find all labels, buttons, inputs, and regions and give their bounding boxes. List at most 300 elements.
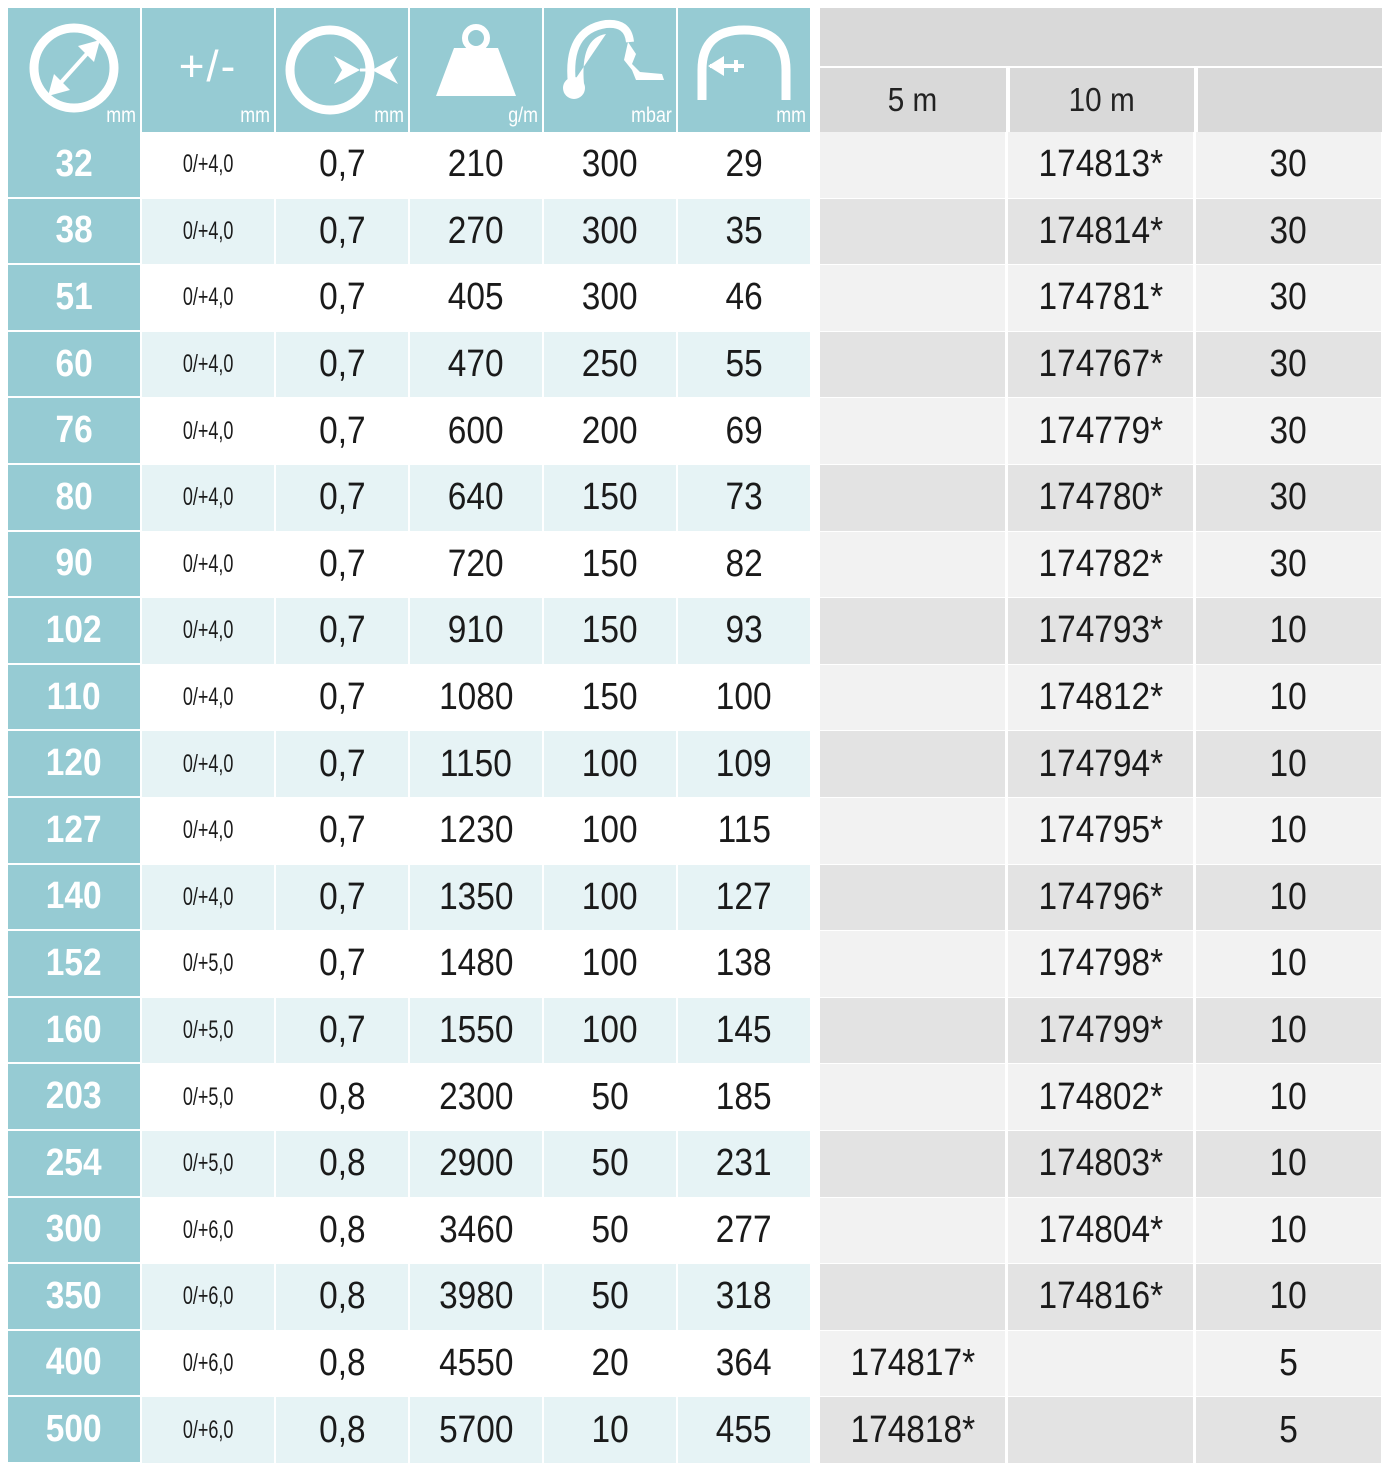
tolerance-cell xyxy=(142,465,274,532)
bend-cell xyxy=(678,1397,810,1464)
quantity-cell-text: 10 xyxy=(1269,809,1308,852)
article-5m-cell xyxy=(820,265,1006,332)
diameter-cell xyxy=(8,265,140,332)
quantity-cell xyxy=(1196,1064,1382,1131)
bend-cell-text: 100 xyxy=(716,676,772,719)
pressure-cell-text: 50 xyxy=(591,1208,629,1251)
bend-cell xyxy=(678,465,810,532)
pressure-cell-text: 100 xyxy=(582,742,638,785)
bend-cell-text: 29 xyxy=(725,143,763,186)
bend-cell xyxy=(678,1131,810,1198)
wall-cell-text: 0,7 xyxy=(318,676,366,719)
wall-cell xyxy=(276,1397,408,1464)
article-5m-cell xyxy=(820,1331,1006,1398)
bend-cell-text: 455 xyxy=(716,1408,772,1451)
bend-cell xyxy=(678,332,810,399)
article-10m-cell-text: 174814* xyxy=(1038,209,1163,252)
article-5m-cell-text: 174817* xyxy=(850,1341,975,1384)
header-quantity xyxy=(1196,68,1382,132)
wall-cell-text: 0,7 xyxy=(318,209,366,252)
bend-cell-text: 73 xyxy=(725,476,763,519)
quantity-cell-text: 30 xyxy=(1269,209,1308,252)
article-10m-cell xyxy=(1008,1264,1194,1331)
diameter-cell-text: 60 xyxy=(55,342,93,385)
weight-cell-text: 1230 xyxy=(438,809,514,852)
bend-cell xyxy=(678,132,810,199)
bend-cell xyxy=(678,798,810,865)
tolerance-cell xyxy=(142,1064,274,1131)
pressure-cell-text: 150 xyxy=(582,542,638,585)
tolerance-cell xyxy=(142,665,274,732)
wall-cell xyxy=(276,398,408,465)
quantity-cell-text: 10 xyxy=(1269,676,1308,719)
quantity-cell xyxy=(1196,199,1382,266)
article-10m-cell xyxy=(1008,1131,1194,1198)
pressure-cell-text: 100 xyxy=(582,1009,638,1052)
article-10m-cell xyxy=(1008,598,1194,665)
header-tolerance xyxy=(142,8,274,132)
article-10m-cell xyxy=(1008,265,1194,332)
tolerance-cell-text: 0/+6,0 xyxy=(182,1215,234,1244)
pressure-cell-text: 100 xyxy=(582,875,638,918)
wall-cell xyxy=(276,598,408,665)
weight-cell-text: 640 xyxy=(448,476,504,519)
gap-cell xyxy=(812,1198,818,1265)
article-10m-cell-text: 174781* xyxy=(1038,276,1163,319)
wall-cell-text: 0,7 xyxy=(318,942,366,985)
weight-cell xyxy=(410,1331,542,1398)
tolerance-cell-text: 0/+4,0 xyxy=(182,882,234,911)
gap-cell xyxy=(812,398,818,465)
gap-cell xyxy=(812,731,818,798)
bend-cell-text: 364 xyxy=(716,1341,772,1384)
article-10m-cell xyxy=(1008,1064,1194,1131)
header-wall xyxy=(276,8,408,132)
bend-cell-text: 231 xyxy=(716,1142,772,1185)
pressure-cell xyxy=(544,1198,676,1265)
weight-cell-text: 5700 xyxy=(438,1408,514,1451)
pressure-cell xyxy=(544,998,676,1065)
gap-cell xyxy=(812,332,818,399)
wall-cell-text: 0,8 xyxy=(318,1208,366,1251)
pressure-cell xyxy=(544,132,676,199)
wall-cell xyxy=(276,265,408,332)
wall-cell-text: 0,7 xyxy=(318,476,366,519)
bend-unit: mm xyxy=(776,104,806,127)
wall-cell xyxy=(276,998,408,1065)
diameter-cell xyxy=(8,731,140,798)
diameter-cell xyxy=(8,1397,140,1464)
diameter-cell-text: 500 xyxy=(46,1408,102,1451)
tolerance-cell-text: 0/+4,0 xyxy=(182,549,234,578)
weight-cell xyxy=(410,398,542,465)
article-10m-cell xyxy=(1008,1198,1194,1265)
weight-cell xyxy=(410,532,542,599)
diameter-cell xyxy=(8,931,140,998)
diameter-cell xyxy=(8,998,140,1065)
wall-cell-text: 0,8 xyxy=(318,1142,366,1185)
article-5m-cell xyxy=(820,665,1006,732)
bend-cell xyxy=(678,1198,810,1265)
bend-cell xyxy=(678,1331,810,1398)
column-gap xyxy=(812,8,818,132)
weight-cell-text: 405 xyxy=(448,276,504,319)
pressure-cell xyxy=(544,931,676,998)
bend-cell xyxy=(678,998,810,1065)
wall-cell xyxy=(276,731,408,798)
quantity-cell-text: 30 xyxy=(1269,143,1308,186)
tolerance-cell-text: 0/+5,0 xyxy=(182,949,234,978)
article-5m-cell xyxy=(820,1264,1006,1331)
diameter-cell-text: 120 xyxy=(46,742,102,785)
pressure-cell xyxy=(544,598,676,665)
quantity-cell xyxy=(1196,398,1382,465)
tolerance-cell-text: 0/+6,0 xyxy=(182,1415,234,1444)
bend-cell-text: 185 xyxy=(716,1075,772,1118)
bend-cell xyxy=(678,1064,810,1131)
article-5m-cell xyxy=(820,1397,1006,1464)
diameter-cell xyxy=(8,1264,140,1331)
tolerance-cell xyxy=(142,1397,274,1464)
wall-cell-text: 0,7 xyxy=(318,276,366,319)
article-5m-cell xyxy=(820,865,1006,932)
diameter-cell-text: 80 xyxy=(55,475,93,518)
quantity-cell-text: 10 xyxy=(1269,942,1308,985)
quantity-cell-text: 30 xyxy=(1269,476,1308,519)
article-10m-cell xyxy=(1008,865,1194,932)
pressure-cell-text: 50 xyxy=(591,1075,629,1118)
weight-cell-text: 1350 xyxy=(438,875,514,918)
quantity-cell xyxy=(1196,332,1382,399)
weight-cell-text: 470 xyxy=(448,343,504,386)
weight-cell xyxy=(410,1131,542,1198)
header-diameter xyxy=(8,8,140,132)
gap-cell xyxy=(812,1331,818,1398)
wall-cell xyxy=(276,532,408,599)
tolerance-cell-text: 0/+4,0 xyxy=(182,416,234,445)
wall-cell xyxy=(276,665,408,732)
quantity-cell xyxy=(1196,265,1382,332)
weight-cell xyxy=(410,465,542,532)
diameter-cell-text: 140 xyxy=(46,875,102,918)
article-10m-cell xyxy=(1008,398,1194,465)
header-length-5m: 5 m xyxy=(820,68,1006,132)
article-10m-cell xyxy=(1008,332,1194,399)
diameter-cell xyxy=(8,665,140,732)
quantity-cell xyxy=(1196,598,1382,665)
bend-cell xyxy=(678,931,810,998)
quantity-cell-text: 30 xyxy=(1269,343,1308,386)
quantity-cell-text: 10 xyxy=(1269,609,1308,652)
article-5m-cell xyxy=(820,998,1006,1065)
quantity-cell-text: 10 xyxy=(1269,1075,1308,1118)
tolerance-label: +/- xyxy=(178,42,238,91)
diameter-cell xyxy=(8,465,140,532)
pressure-cell xyxy=(544,532,676,599)
bend-cell-text: 55 xyxy=(725,343,763,386)
tolerance-cell-text: 0/+6,0 xyxy=(182,1348,234,1377)
article-5m-cell xyxy=(820,1131,1006,1198)
weight-cell-text: 2900 xyxy=(438,1142,514,1185)
article-5m-cell xyxy=(820,931,1006,998)
weight-cell-text: 1480 xyxy=(438,942,514,985)
wall-cell xyxy=(276,132,408,199)
wall-unit: mm xyxy=(374,104,404,127)
wall-cell-text: 0,7 xyxy=(318,609,366,652)
tolerance-cell-text: 0/+4,0 xyxy=(182,150,234,179)
gap-cell xyxy=(812,665,818,732)
quantity-cell xyxy=(1196,532,1382,599)
article-10m-cell xyxy=(1008,132,1194,199)
bend-cell xyxy=(678,731,810,798)
quantity-cell xyxy=(1196,1198,1382,1265)
tolerance-cell-text: 0/+6,0 xyxy=(182,1282,234,1311)
gap-cell xyxy=(812,265,818,332)
article-header-band xyxy=(820,8,1382,68)
diameter-cell-text: 254 xyxy=(46,1141,102,1184)
gap-cell xyxy=(812,998,818,1065)
bend-cell-text: 127 xyxy=(716,875,772,918)
wall-cell-text: 0,7 xyxy=(318,343,366,386)
bend-cell-text: 82 xyxy=(725,542,763,585)
diameter-cell-text: 102 xyxy=(46,608,102,651)
article-10m-cell-text: 174813* xyxy=(1038,143,1163,186)
weight-cell-text: 600 xyxy=(448,409,504,452)
pressure-cell xyxy=(544,1397,676,1464)
quantity-cell-text: 5 xyxy=(1279,1341,1298,1384)
tolerance-cell-text: 0/+5,0 xyxy=(182,1016,234,1045)
tolerance-cell xyxy=(142,1131,274,1198)
bend-cell-text: 35 xyxy=(725,209,763,252)
weight-cell-text: 720 xyxy=(448,542,504,585)
pressure-cell-text: 300 xyxy=(582,209,638,252)
gap-cell xyxy=(812,132,818,199)
weight-cell xyxy=(410,665,542,732)
weight-cell xyxy=(410,332,542,399)
tolerance-cell xyxy=(142,132,274,199)
article-10m-cell-text: 174812* xyxy=(1038,676,1163,719)
diameter-cell xyxy=(8,398,140,465)
pressure-cell xyxy=(544,1331,676,1398)
gap-cell xyxy=(812,598,818,665)
pressure-cell-text: 300 xyxy=(582,143,638,186)
wall-cell xyxy=(276,1064,408,1131)
pressure-cell-text: 250 xyxy=(582,343,638,386)
article-10m-cell-text: 174780* xyxy=(1038,476,1163,519)
diameter-cell xyxy=(8,532,140,599)
pressure-cell xyxy=(544,665,676,732)
article-5m-cell xyxy=(820,532,1006,599)
diameter-cell-text: 203 xyxy=(46,1075,102,1118)
pressure-cell xyxy=(544,265,676,332)
article-10m-cell xyxy=(1008,998,1194,1065)
wall-cell-text: 0,7 xyxy=(318,542,366,585)
diameter-cell xyxy=(8,332,140,399)
gap-cell xyxy=(812,1064,818,1131)
bend-cell-text: 69 xyxy=(725,409,763,452)
tolerance-cell xyxy=(142,931,274,998)
article-10m-cell-text: 174796* xyxy=(1038,875,1163,918)
article-10m-cell xyxy=(1008,931,1194,998)
quantity-cell-text: 30 xyxy=(1269,276,1308,319)
article-5m-cell-text: 174818* xyxy=(850,1408,975,1451)
pressure-cell-text: 50 xyxy=(591,1142,629,1185)
header-length-10m: 10 m xyxy=(1008,68,1194,132)
article-10m-cell xyxy=(1008,199,1194,266)
gap-cell xyxy=(812,865,818,932)
diameter-cell xyxy=(8,1331,140,1398)
article-5m-cell xyxy=(820,199,1006,266)
weight-cell xyxy=(410,865,542,932)
tolerance-cell xyxy=(142,332,274,399)
pressure-cell xyxy=(544,398,676,465)
diameter-cell-text: 300 xyxy=(46,1208,102,1251)
tolerance-cell xyxy=(142,1198,274,1265)
weight-cell xyxy=(410,998,542,1065)
bend-cell-text: 145 xyxy=(716,1009,772,1052)
gap-cell xyxy=(812,465,818,532)
bend-cell-text: 277 xyxy=(716,1208,772,1251)
pressure-cell xyxy=(544,465,676,532)
diameter-cell-text: 400 xyxy=(46,1341,102,1384)
wall-cell-text: 0,7 xyxy=(318,143,366,186)
tolerance-cell-text: 0/+5,0 xyxy=(182,1082,234,1111)
weight-cell xyxy=(410,1397,542,1464)
tolerance-cell xyxy=(142,731,274,798)
gap-cell xyxy=(812,532,818,599)
article-10m-cell xyxy=(1008,465,1194,532)
diameter-unit: mm xyxy=(106,104,136,127)
wall-cell xyxy=(276,865,408,932)
article-5m-cell xyxy=(820,465,1006,532)
diameter-cell xyxy=(8,798,140,865)
diameter-cell-text: 127 xyxy=(46,808,102,851)
tolerance-cell-text: 0/+4,0 xyxy=(182,683,234,712)
article-10m-cell-text: 174795* xyxy=(1038,809,1163,852)
wall-cell xyxy=(276,931,408,998)
bend-cell-text: 109 xyxy=(716,742,772,785)
weight-cell xyxy=(410,1064,542,1131)
quantity-cell xyxy=(1196,731,1382,798)
pressure-cell-text: 50 xyxy=(591,1275,629,1318)
weight-cell-text: 3980 xyxy=(438,1275,514,1318)
gap-cell xyxy=(812,1131,818,1198)
bend-cell-text: 138 xyxy=(716,942,772,985)
gap-cell xyxy=(812,931,818,998)
quantity-cell xyxy=(1196,1331,1382,1398)
article-10m-cell-text: 174804* xyxy=(1038,1208,1163,1251)
quantity-cell xyxy=(1196,998,1382,1065)
tolerance-cell-text: 0/+4,0 xyxy=(182,216,234,245)
diameter-cell xyxy=(8,865,140,932)
quantity-cell-text: 10 xyxy=(1269,1142,1308,1185)
article-5m-cell xyxy=(820,332,1006,399)
article-10m-cell-text: 174802* xyxy=(1038,1075,1163,1118)
wall-cell xyxy=(276,1198,408,1265)
article-5m-cell xyxy=(820,398,1006,465)
article-5m-cell xyxy=(820,598,1006,665)
diameter-cell-text: 76 xyxy=(55,409,93,452)
article-10m-cell-text: 174816* xyxy=(1038,1275,1163,1318)
weight-cell-text: 4550 xyxy=(438,1341,514,1384)
weight-unit: g/m xyxy=(508,104,538,127)
pressure-cell xyxy=(544,1064,676,1131)
tolerance-cell xyxy=(142,998,274,1065)
tolerance-cell-text: 0/+4,0 xyxy=(182,816,234,845)
weight-cell-text: 210 xyxy=(448,143,504,186)
wall-cell xyxy=(276,199,408,266)
weight-cell-text: 3460 xyxy=(438,1208,514,1251)
diameter-cell-text: 152 xyxy=(46,941,102,984)
bend-cell xyxy=(678,865,810,932)
wall-cell xyxy=(276,1131,408,1198)
diameter-cell-text: 51 xyxy=(55,275,93,318)
quantity-cell-text: 30 xyxy=(1269,542,1308,585)
diameter-cell-text: 350 xyxy=(46,1274,102,1317)
article-10m-cell-text: 174782* xyxy=(1038,542,1163,585)
pressure-cell-text: 150 xyxy=(582,476,638,519)
pressure-unit: mbar xyxy=(631,104,672,127)
bend-cell xyxy=(678,265,810,332)
weight-cell xyxy=(410,1264,542,1331)
article-10m-cell xyxy=(1008,1331,1194,1398)
article-10m-cell-text: 174798* xyxy=(1038,942,1163,985)
article-10m-cell-text: 174793* xyxy=(1038,609,1163,652)
weight-cell xyxy=(410,265,542,332)
weight-cell xyxy=(410,798,542,865)
pressure-cell xyxy=(544,1131,676,1198)
diameter-cell xyxy=(8,132,140,199)
weight-cell xyxy=(410,1198,542,1265)
wall-cell-text: 0,7 xyxy=(318,809,366,852)
pressure-cell xyxy=(544,731,676,798)
tolerance-cell xyxy=(142,1264,274,1331)
bend-cell-text: 46 xyxy=(725,276,763,319)
bend-cell-text: 93 xyxy=(725,609,763,652)
tolerance-cell xyxy=(142,532,274,599)
diameter-cell-text: 110 xyxy=(47,675,101,718)
tolerance-cell-text: 0/+5,0 xyxy=(182,1149,234,1178)
article-10m-cell xyxy=(1008,665,1194,732)
wall-cell xyxy=(276,332,408,399)
bend-cell xyxy=(678,665,810,732)
tolerance-cell xyxy=(142,199,274,266)
wall-cell xyxy=(276,798,408,865)
tolerance-cell xyxy=(142,1331,274,1398)
header-pressure xyxy=(544,8,676,132)
hose-spec-table xyxy=(8,8,1382,1464)
tolerance-cell xyxy=(142,265,274,332)
quantity-cell xyxy=(1196,132,1382,199)
quantity-cell-text: 30 xyxy=(1269,409,1308,452)
tolerance-cell-text: 0/+4,0 xyxy=(182,616,234,645)
diameter-cell xyxy=(8,1064,140,1131)
weight-cell-text: 1150 xyxy=(440,742,512,785)
diameter-cell-text: 90 xyxy=(55,542,93,585)
header-weight xyxy=(410,8,542,132)
pressure-cell-text: 300 xyxy=(582,276,638,319)
quantity-cell-text: 10 xyxy=(1269,1208,1308,1251)
quantity-cell-text: 10 xyxy=(1269,1275,1308,1318)
wall-cell-text: 0,7 xyxy=(318,1009,366,1052)
bend-cell-text: 318 xyxy=(716,1275,772,1318)
article-5m-cell xyxy=(820,798,1006,865)
wall-cell-text: 0,7 xyxy=(318,409,366,452)
weight-cell-text: 1550 xyxy=(438,1009,514,1052)
wall-cell-text: 0,8 xyxy=(318,1408,366,1451)
quantity-cell xyxy=(1196,465,1382,532)
bend-cell xyxy=(678,532,810,599)
